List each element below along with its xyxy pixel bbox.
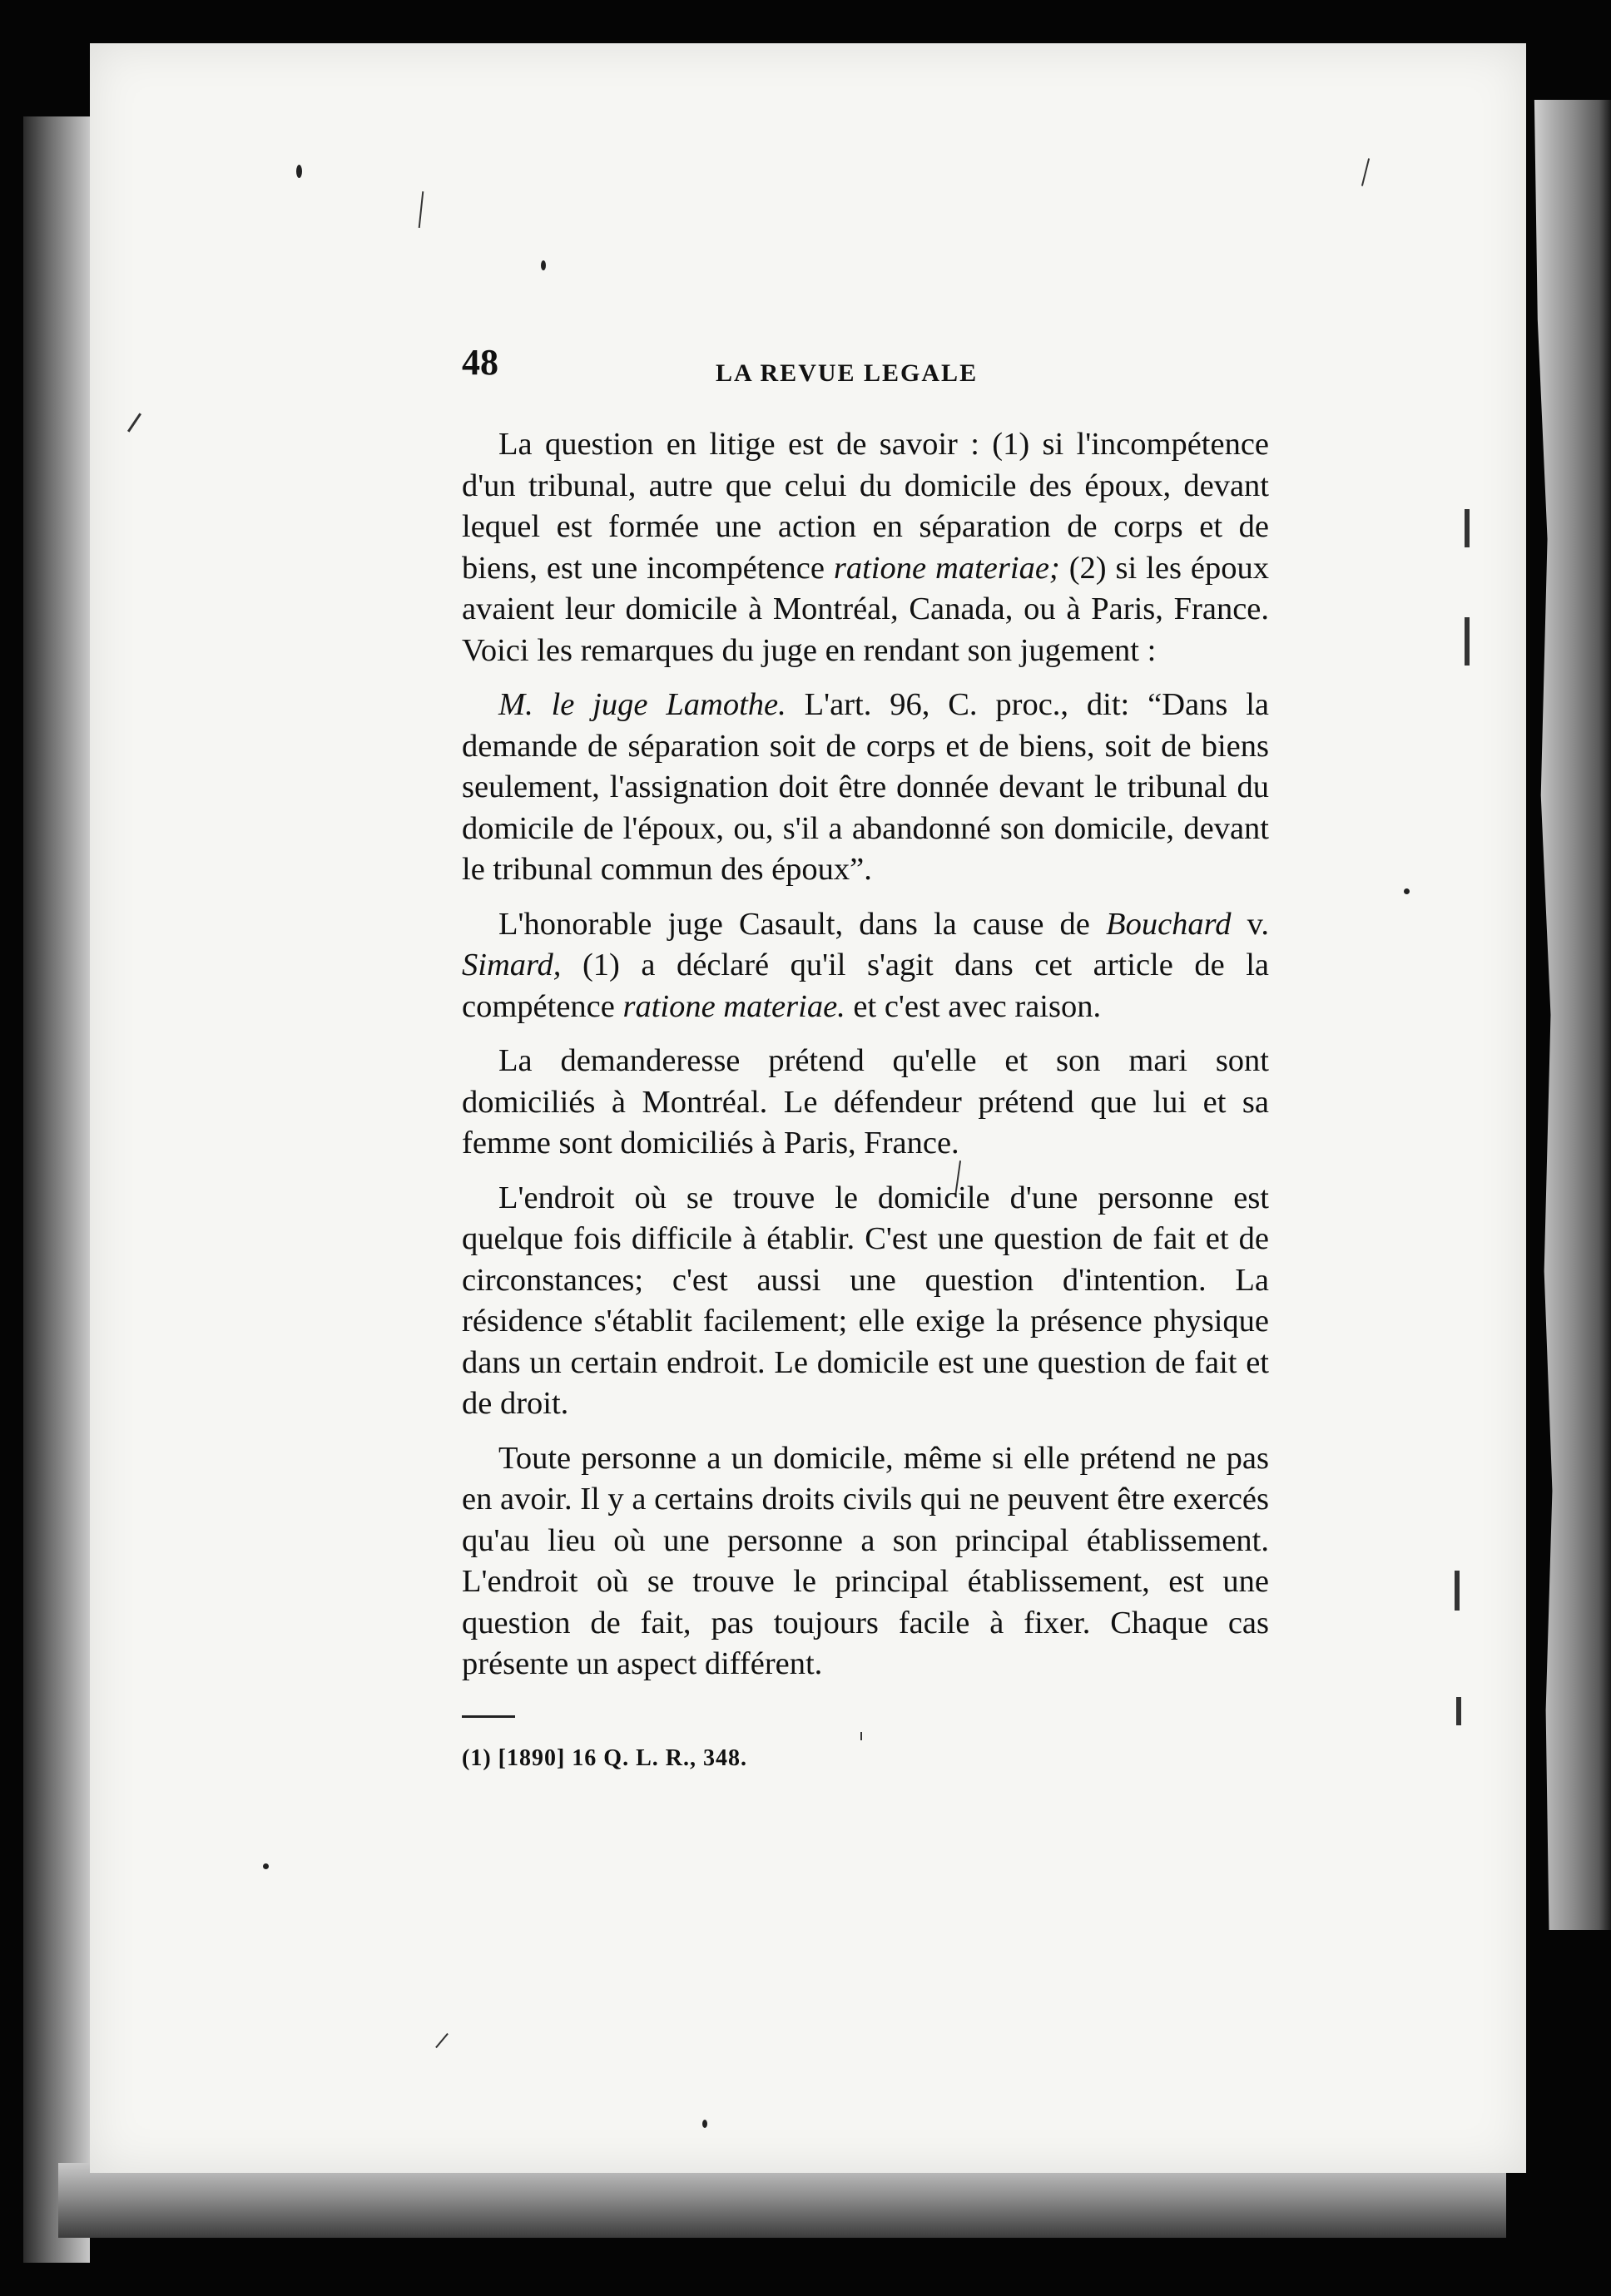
scan-mark [860, 1732, 862, 1740]
scan-speck [263, 1863, 269, 1869]
footnote: (1) [1890] 16 Q. L. R., 348. [462, 1745, 747, 1771]
scan-mark [1465, 509, 1470, 547]
scan-left-edge [23, 116, 90, 2263]
running-head: LA REVUE LEGALE [716, 359, 979, 387]
paragraph: L'honorable juge Casault, dans la cause de Bouchard v. Simard, (1) a déclaré qu'il s'agit dans cet article de la compétence ratione materiae. et c'est avec raison. [462, 906, 1269, 1024]
paragraph: La question en litige est de savoir : (1) si l'incompétence d'un tribunal, autre que celui du domicile des époux, devant lequel est formée une action en séparation de corps et de biens, est une incompétence ratione materiae; (2) si les époux avaient leur domicile à Montréal, Canada, ou à Paris, France. Voici les remarques du juge en rendant son jugement : [462, 427, 1270, 668]
scan-speck [296, 165, 302, 178]
paragraph: Toute personne a un domicile, même si elle prétend ne pas en avoir. Il y a certains droits civils qui ne peuvent être exercés qu'au lieu où une personne a son principal établissement. L'endroit où se trouve le principal établissement, est une question de fait, pas toujours facile à fixer. Chaque cas présente un aspect différent. [462, 1440, 1269, 1681]
scan-speck [541, 260, 546, 270]
scan-bottom-edge [58, 2163, 1506, 2238]
body-text [462, 424, 1269, 1699]
footnote-rule [462, 1715, 515, 1718]
scan-speck [702, 2120, 707, 2128]
page-number: 48 [462, 342, 498, 383]
paragraph: La demanderesse prétend qu'elle et son mari sont domiciliés à Montréal. Le défendeur prétend que lui et sa femme sont domiciliés à Paris, France. [462, 1043, 1269, 1160]
scan-mark [1456, 1697, 1461, 1725]
scan-right-edge [1529, 100, 1611, 1930]
scan-mark [1455, 1571, 1460, 1611]
scan-mark [1465, 617, 1470, 666]
paragraph: M. le juge Lamothe. L'art. 96, C. proc., dit: “Dans la demande de séparation soit de corps et de biens, soit de biens seulement, l'assignation doit être donnée devant le tribunal du domicile de l'époux, ou, s'il a abandonné son domicile, devant le tribunal commun des époux”. [462, 687, 1269, 887]
paragraph: L'endroit où se trouve le domicile d'une personne est quelque fois difficile à établir. C'est une question de fait et de circonstances; c'est aussi une question d'intention. La résidence s'établit facilement; elle exige la présence physique dans un certain endroit. Le domicile est une question de fait et de droit. [462, 1180, 1269, 1421]
scan-speck [1404, 888, 1410, 894]
